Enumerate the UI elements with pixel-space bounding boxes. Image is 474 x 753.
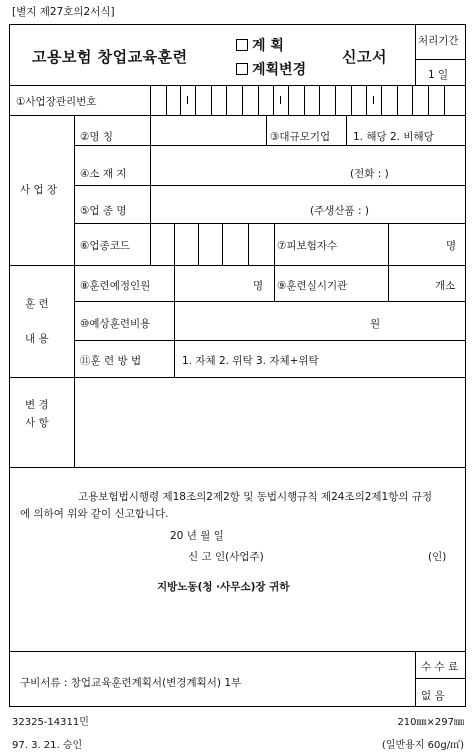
fee-label: 수 수 료 bbox=[421, 661, 459, 673]
form-code-block bbox=[12, 713, 89, 751]
company-size-label: ③대규모기업 bbox=[270, 131, 331, 143]
form-title: 고용보험 창업교육훈련 bbox=[32, 48, 188, 66]
reporter-label: 신 고 인(사업주) bbox=[188, 551, 264, 563]
form-code: 32325-14311민 bbox=[12, 717, 89, 728]
planned-trainees-unit: 명 bbox=[253, 280, 264, 292]
industry-code-label: ⑥업종코드 bbox=[80, 240, 130, 252]
approval-date: 97. 3. 21. 승인 bbox=[12, 740, 83, 751]
company-size-options[interactable]: 1. 해당 2. 비해당 bbox=[353, 131, 434, 143]
option-plan[interactable]: 계 획 bbox=[236, 35, 284, 55]
fee-value: 없 음 bbox=[421, 690, 445, 702]
changes-label-1: 변 경 bbox=[25, 399, 49, 411]
training-section-label-1: 훈 련 bbox=[25, 298, 49, 310]
training-method-options[interactable]: 1. 자체 2. 위탁 3. 자체+위탁 bbox=[182, 355, 319, 367]
insured-count-label: ⑦피보험자수 bbox=[277, 240, 338, 252]
estimated-cost-unit: 원 bbox=[370, 318, 381, 330]
changes-input-area[interactable] bbox=[76, 379, 463, 465]
paper-size: 210㎜×297㎜ bbox=[397, 717, 464, 728]
business-name-label: ②명 칭 bbox=[80, 131, 114, 143]
attachments-text: 구비서류 : 창업교육훈련계획서(변경계획서) 1부 bbox=[20, 677, 242, 689]
business-section-label: 사 업 장 bbox=[20, 184, 58, 196]
checkbox-plan-change[interactable] bbox=[236, 63, 248, 75]
industry-name-label: ⑤업 종 명 bbox=[80, 205, 127, 217]
training-section-label-2: 내 용 bbox=[25, 333, 49, 345]
training-institutions-label: ⑨훈련실시기관 bbox=[277, 280, 348, 292]
processing-period-value: 1 일 bbox=[428, 69, 449, 81]
declaration-line-1: 고용보험법시행령 제18조의2제2항 및 동법시행규칙 제24조의2제1항의 규정 bbox=[78, 491, 433, 503]
seal-mark: (인) bbox=[428, 551, 447, 563]
estimated-cost-label: ⑩예상훈련비용 bbox=[80, 318, 151, 330]
business-mgmt-no-label: ①사업장관리번호 bbox=[16, 96, 97, 108]
paper-spec-block bbox=[382, 713, 464, 751]
form-title-suffix: 신고서 bbox=[342, 48, 387, 66]
form-frame bbox=[9, 24, 466, 707]
addressee: 지방노동(청 ·사무소)장 귀하 bbox=[157, 581, 290, 593]
checkbox-plan[interactable] bbox=[236, 39, 248, 51]
declaration-date[interactable]: 20 년 월 일 bbox=[170, 530, 224, 542]
training-institutions-unit: 개소 bbox=[435, 280, 456, 292]
address-label: ④소 재 지 bbox=[80, 168, 127, 180]
declaration-line-2: 에 의하여 위와 같이 신고합니다. bbox=[20, 508, 169, 520]
option-plan-change[interactable]: 계획변경 bbox=[236, 59, 306, 79]
main-product-label: (주생산품 : ) bbox=[310, 205, 369, 217]
insured-count-unit: 명 bbox=[446, 240, 457, 252]
planned-trainees-label: ⑧훈련예정인원 bbox=[80, 280, 151, 292]
changes-label-2: 사 항 bbox=[25, 417, 49, 429]
phone-label: (전화 : ) bbox=[350, 168, 389, 180]
paper-type: (일반용지 60g/㎡) bbox=[381, 740, 464, 751]
form-number-tag: [별지 제27호의2서식] bbox=[12, 6, 115, 18]
processing-period-label: 처리기간 bbox=[418, 35, 459, 47]
training-method-label: ⑪훈 련 방 법 bbox=[80, 355, 142, 367]
